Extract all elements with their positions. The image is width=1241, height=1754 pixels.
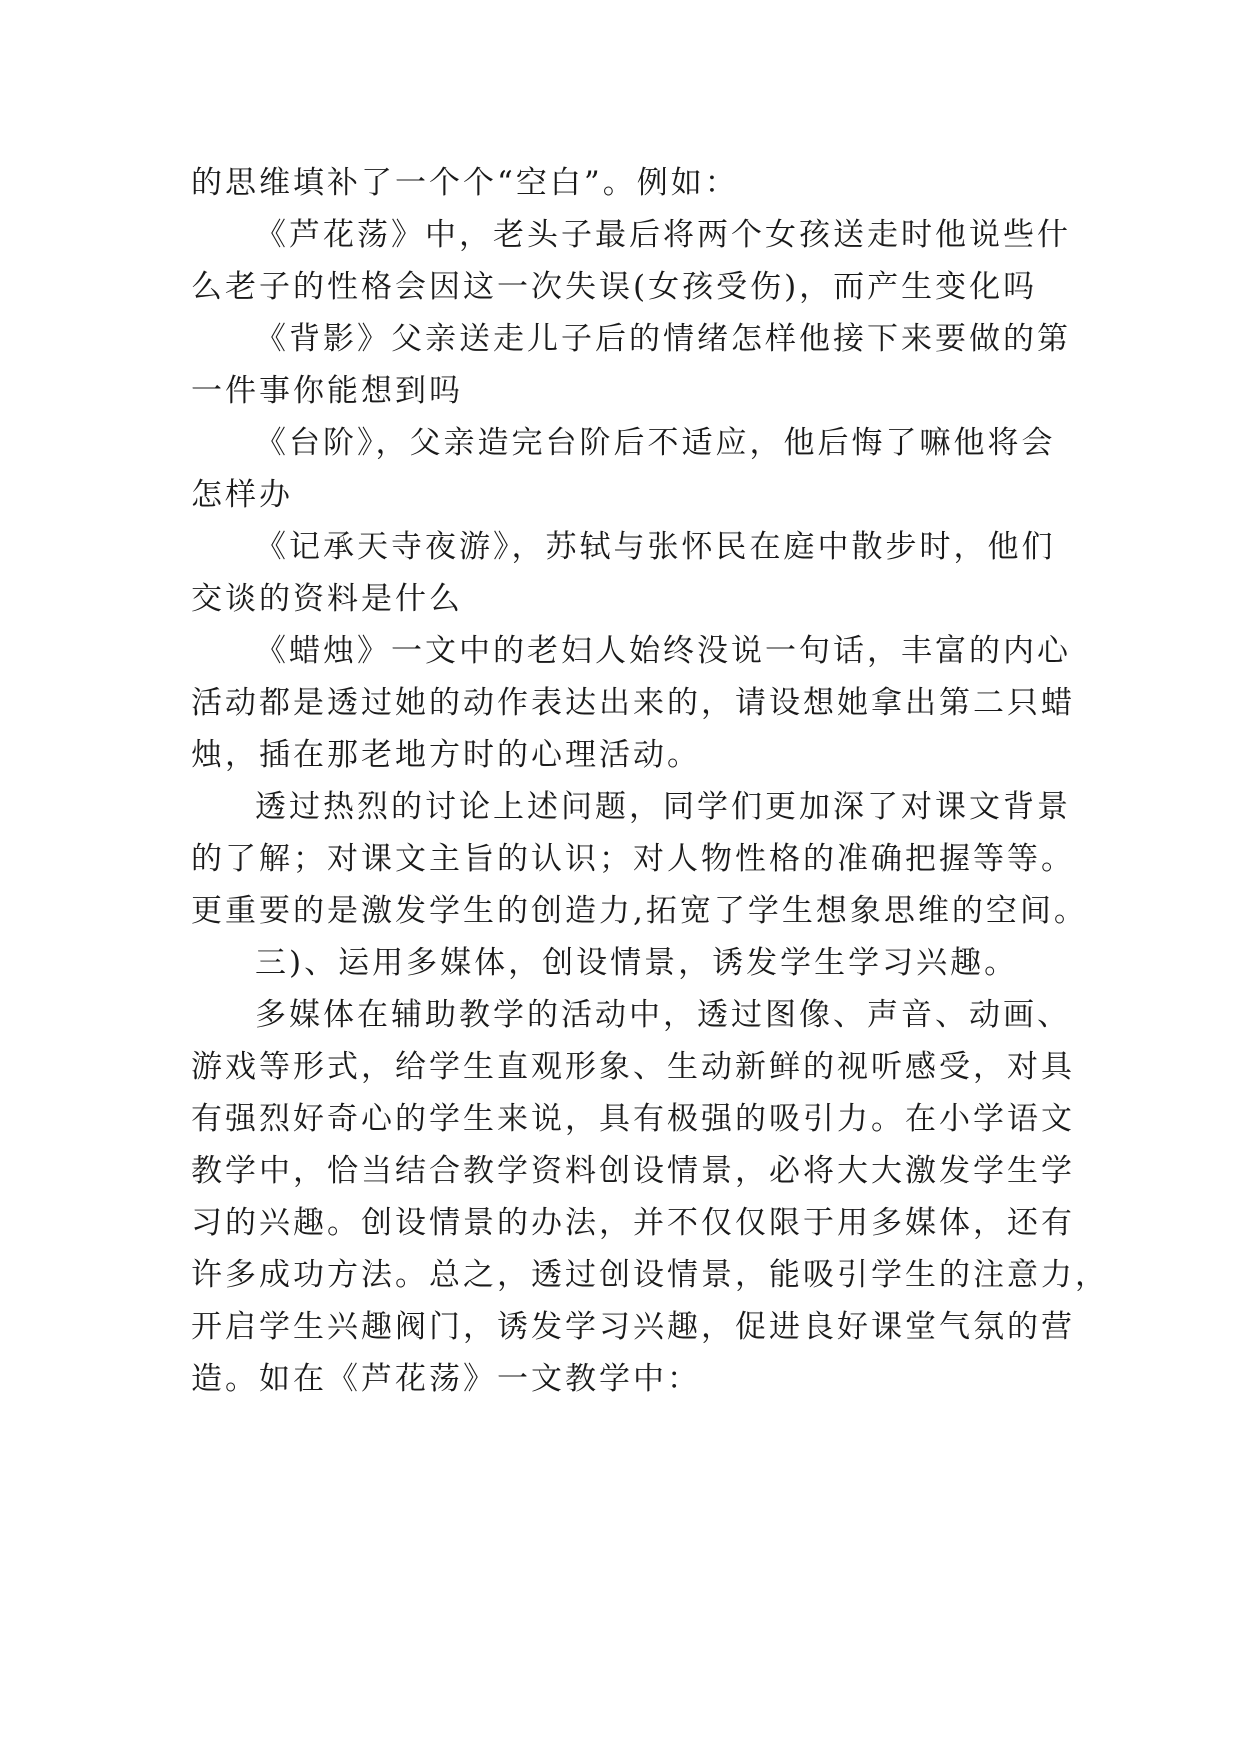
text-line: 造。如在《芦花荡》一文教学中： [191, 1361, 701, 1397]
text-line: 的了解；对课文主旨的认识；对人物性格的准确把握等等。 [191, 841, 1075, 877]
text-line: 交谈的资料是什么 [191, 581, 463, 617]
paragraph-first-line: 《台阶》，父亲造完台阶后不适应，他后悔了嘛他将会 [255, 425, 1056, 461]
text-line: 的思维填补了一个个“空白”。例如： [191, 165, 739, 201]
text-line: 许多成功方法。总之，透过创设情景，能吸引学生的注意力， [191, 1257, 1109, 1293]
text-line: 怎样办 [191, 477, 293, 513]
text-line: 烛，插在那老地方时的心理活动。 [191, 737, 701, 773]
paragraph-first-line: 多媒体在辅助教学的活动中，透过图像、声音、动画、 [255, 997, 1071, 1033]
text-line: 活动都是透过她的动作表达出来的，请设想她拿出第二只蜡 [191, 685, 1075, 721]
text-line: 更重要的是激发学生的创造力,拓宽了学生想象思维的空间。 [191, 893, 1088, 929]
text-line: 教学中，恰当结合教学资料创设情景，必将大大激发学生学 [191, 1153, 1075, 1189]
section-heading: 三)、运用多媒体，创设情景，诱发学生学习兴趣。 [255, 945, 1019, 981]
paragraph-first-line: 透过热烈的讨论上述问题，同学们更加深了对课文背景 [255, 789, 1071, 825]
paragraph-first-line: 《记承天寺夜游》，苏轼与张怀民在庭中散步时，他们 [255, 529, 1056, 565]
text-line: 开启学生兴趣阀门，诱发学习兴趣，促进良好课堂气氛的营 [191, 1309, 1075, 1345]
paragraph-first-line: 《芦花荡》中，老头子最后将两个女孩送走时他说些什 [255, 217, 1071, 253]
text-line: 一件事你能想到吗 [191, 373, 463, 409]
text-line: 游戏等形式，给学生直观形象、生动新鲜的视听感受，对具 [191, 1049, 1075, 1085]
paragraph-first-line: 《蜡烛》一文中的老妇人始终没说一句话，丰富的内心 [255, 633, 1071, 669]
paragraph-first-line: 《背影》父亲送走儿子后的情绪怎样他接下来要做的第 [255, 321, 1071, 357]
text-line: 习的兴趣。创设情景的办法，并不仅仅限于用多媒体，还有 [191, 1205, 1075, 1241]
text-line: 有强烈好奇心的学生来说，具有极强的吸引力。在小学语文 [191, 1101, 1075, 1137]
body-text [191, 157, 1109, 1405]
text-line: 么老子的性格会因这一次失误(女孩受伤)，而产生变化吗 [191, 269, 1038, 305]
